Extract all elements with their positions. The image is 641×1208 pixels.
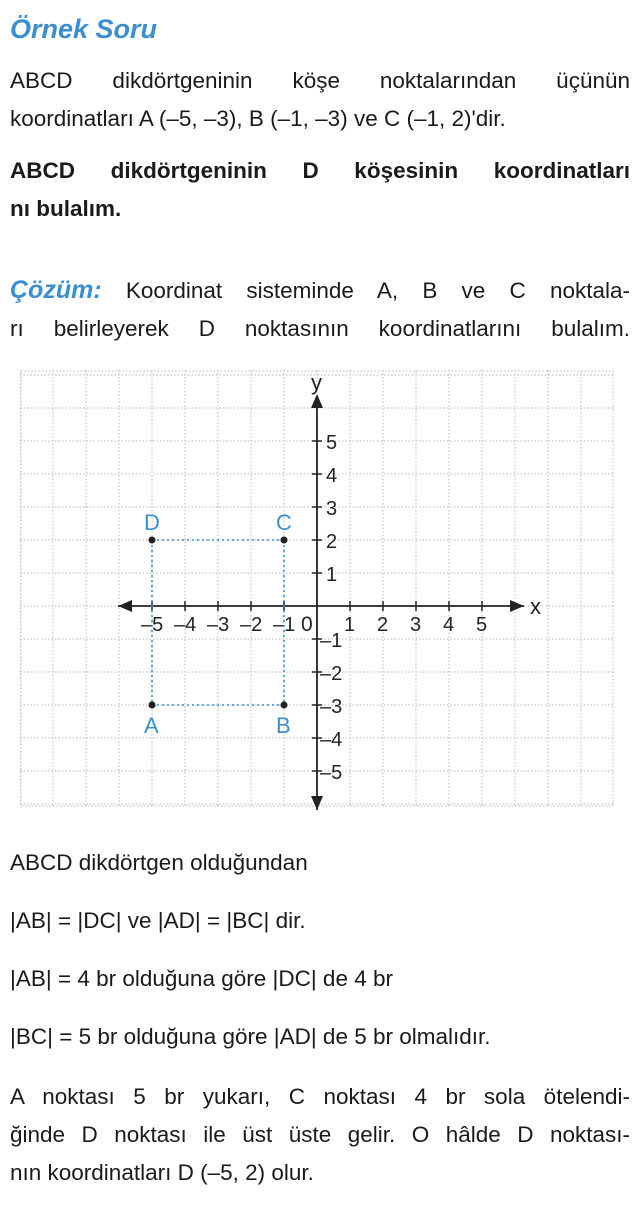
solution-label: Çözüm:: [10, 276, 102, 304]
solution-line: [10, 271, 630, 310]
coordinate-plane: [20, 370, 620, 810]
conclusion-line: ğinde D noktası ile üst üste gelir. O hâlde D noktası-: [10, 1122, 630, 1147]
coordinate-figure: [20, 370, 620, 815]
x-tick-label: 2: [377, 614, 389, 636]
point-B: [281, 702, 288, 709]
point-C: [281, 537, 288, 544]
explanation-line: |AB| = |DC| ve |AD| = |BC| dir.: [10, 908, 306, 933]
x-tick-label: –3: [207, 614, 230, 636]
point-A: [149, 702, 156, 709]
x-tick-label: –5: [141, 614, 164, 636]
y-axis-arrow-down: [311, 796, 323, 810]
point-D: [149, 537, 156, 544]
question-line: koordinatları A (–5, –3), B (–1, –3) ve C (–1, 2)'dir.: [10, 106, 506, 131]
point-label-B: B: [276, 713, 291, 738]
y-tick-label: 3: [326, 498, 338, 520]
y-tick-label: –2: [320, 663, 343, 685]
conclusion-line: nın koordinatları D (–5, 2) olur.: [10, 1160, 314, 1185]
y-axis-arrow-up: [311, 394, 323, 408]
y-axis-label: y: [311, 370, 322, 395]
y-tick-label: 2: [326, 531, 338, 553]
y-tick-label: 1: [326, 564, 338, 586]
x-axis-label: x: [530, 594, 541, 619]
x-tick-label: 4: [443, 614, 455, 636]
solution-intro-first: Koordinat sisteminde A, B ve C noktala-: [125, 278, 630, 303]
x-tick-label: 1: [344, 614, 356, 636]
task-line: ABCD dikdörtgeninin D köşesinin koordinatları: [10, 158, 630, 183]
conclusion-paragraph: [10, 1078, 630, 1192]
y-tick-label: –1: [320, 630, 343, 652]
question-line: ABCD dikdörtgeninin köşe noktalarından üçünün: [10, 68, 630, 93]
explanation-line: |BC| = 5 br olduğuna göre |AD| de 5 br olmalıdır.: [10, 1024, 491, 1049]
task-line: nı bulalım.: [10, 196, 122, 221]
example-heading: Örnek Soru: [10, 14, 158, 44]
point-label-D: D: [144, 510, 160, 535]
solution-paragraph: [10, 271, 630, 348]
explanation-line: ABCD dikdörtgen olduğundan: [10, 850, 308, 875]
x-tick-label: 3: [410, 614, 422, 636]
question-paragraph: [10, 62, 630, 138]
y-tick-label: –4: [320, 729, 343, 751]
x-axis-arrow-right: [510, 600, 524, 612]
x-tick-label: –2: [240, 614, 263, 636]
y-tick-label: –3: [320, 696, 343, 718]
point-label-C: C: [276, 510, 292, 535]
y-tick-label: 5: [326, 432, 338, 454]
y-tick-label: –5: [320, 762, 343, 784]
task-paragraph: [10, 152, 630, 228]
origin-label: 0: [301, 613, 313, 636]
explanation-line: |AB| = 4 br olduğuna göre |DC| de 4 br: [10, 966, 393, 991]
x-tick-label: –4: [174, 614, 197, 636]
point-label-A: A: [144, 713, 159, 738]
conclusion-line: A noktası 5 br yukarı, C noktası 4 br sola ötelendi-: [10, 1084, 630, 1109]
x-tick-label: –1: [273, 614, 296, 636]
solution-line: rı belirleyerek D noktasının koordinatlarını bulalım.: [10, 316, 630, 341]
y-tick-label: 4: [326, 465, 338, 487]
x-tick-label: 5: [476, 614, 488, 636]
x-axis-arrow-left: [118, 600, 132, 612]
